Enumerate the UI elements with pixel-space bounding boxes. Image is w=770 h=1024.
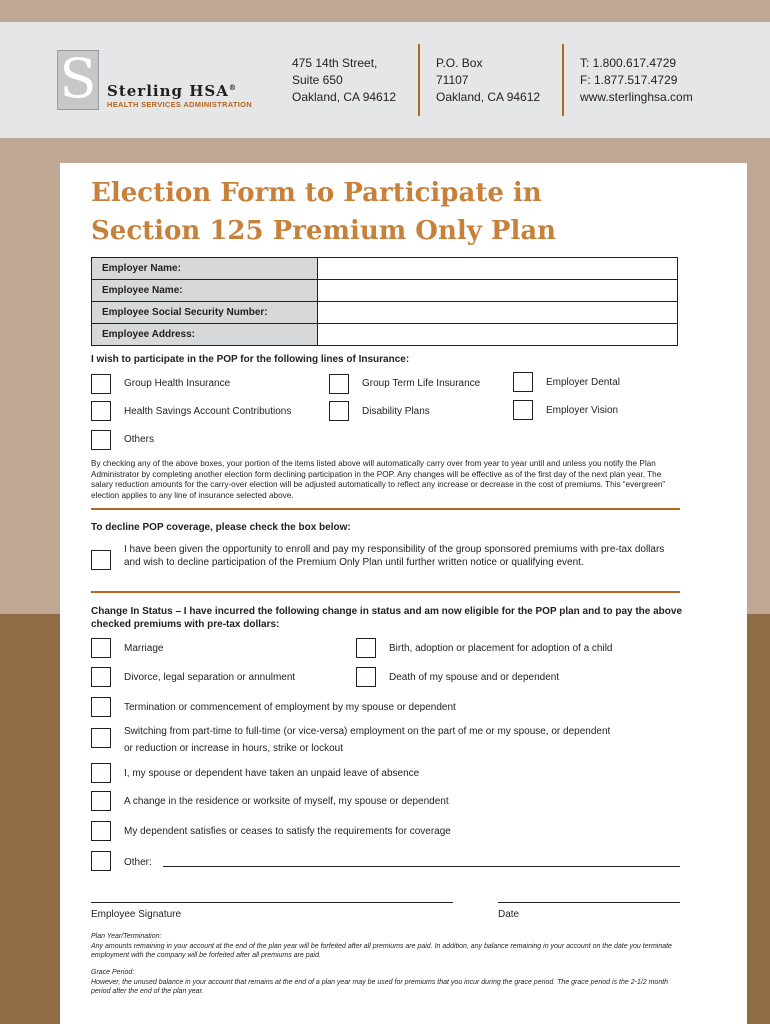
checkbox-label: Other: — [124, 857, 152, 868]
checkbox-label: Health Savings Account Contributions — [124, 406, 292, 417]
other-input-line[interactable] — [163, 866, 680, 867]
employee-info-table — [91, 257, 678, 346]
grace-period-note: Grace Period: However, the unused balance in your account that remains at the end of a plan year may be used for premiums that you incur during the grace period. The grace period is the 2-1/2 month period after the end of the plan year. — [91, 969, 669, 995]
brand-subtitle: HEALTH SERVICES ADMINISTRATION — [107, 100, 252, 109]
date-line[interactable] — [498, 902, 680, 903]
decline-text: I have been given the opportunity to enroll and pay my responsibility of the group sponsored premiums with pre-tax dollars and wish to decline participation of the Premium Only Plan until further written notice or qualifying event. — [124, 544, 665, 568]
dependent-eligibility-checkbox[interactable] — [91, 821, 111, 841]
hsa-contributions-checkbox[interactable] — [91, 401, 111, 421]
checkbox-label: Employer Dental — [546, 377, 620, 388]
copyright-footer: Copyright 2011 Sterling HSA • 06.11 — [305, 1006, 465, 1017]
disability-plans-checkbox[interactable] — [329, 401, 349, 421]
checkbox-label: Employer Vision — [546, 405, 619, 416]
form-title: Election Form to Participate in Section 125 Premium Only Plan — [91, 178, 557, 246]
section-divider — [91, 508, 680, 510]
other-checkbox[interactable] — [91, 851, 111, 871]
checkbox-label: Marriage — [124, 643, 164, 654]
date-label: Date — [498, 909, 520, 920]
section-divider — [91, 591, 680, 593]
po-box-column: P.O. Box 71107 Oakland, CA 94612 — [436, 56, 541, 104]
birth-adoption-checkbox[interactable] — [356, 638, 376, 658]
employer-name-field[interactable] — [318, 258, 678, 280]
checkbox-label: I, my spouse or dependent have taken an unpaid leave of absence — [124, 768, 420, 779]
signature-line[interactable] — [91, 902, 453, 903]
plan-year-note: Plan Year/Termination: Any amounts remaining in your account at the end of the plan year will be forfeited after all premiums are paid. In addition, any balance remaining in your account on the date you terminate employment with the company will be forfeited after all premiums are paid. — [91, 933, 672, 959]
part-time-full-time-checkbox[interactable] — [91, 728, 111, 748]
checkbox-label: Switching from part-time to full-time (or vice-versa) employment on the part of me or my spouse, or dependent — [124, 726, 611, 737]
checkbox-label-continued: or reduction or increase in hours, strike or lockout — [124, 743, 343, 754]
address-label: Employee Address: — [92, 324, 318, 346]
address-column: 475 14th Street, Suite 650 Oakland, CA 94612 — [292, 56, 397, 104]
brand-name: Sterling HSA® — [107, 82, 237, 100]
participate-heading: I wish to participate in the POP for the following lines of Insurance: — [91, 354, 410, 365]
checkbox-label: Group Health Insurance — [124, 378, 231, 389]
header-divider — [562, 44, 564, 116]
ssn-field[interactable] — [318, 302, 678, 324]
employment-change-checkbox[interactable] — [91, 697, 111, 717]
checkbox-label: Group Term Life Insurance — [362, 378, 481, 389]
checkbox-label: A change in the residence or worksite of myself, my spouse or dependent — [124, 796, 449, 807]
ssn-label: Employee Social Security Number: — [92, 302, 318, 324]
change-heading: Change In Status – I have incurred the following change in status and am now eligible for the POP plan and to pay the above checked premiums with pre-tax dollars: — [91, 606, 683, 630]
employer-name-label: Employer Name: — [92, 258, 318, 280]
checkbox-label: Others — [124, 434, 155, 445]
header-divider — [418, 44, 420, 116]
group-health-checkbox[interactable] — [91, 374, 111, 394]
residence-change-checkbox[interactable] — [91, 791, 111, 811]
checkbox-label: Divorce, legal separation or annulment — [124, 672, 296, 683]
decline-heading: To decline POP coverage, please check the box below: — [91, 522, 351, 533]
checkbox-label: Birth, adoption or placement for adoption of a child — [389, 643, 613, 654]
employer-vision-checkbox[interactable] — [513, 400, 533, 420]
checkbox-label: Disability Plans — [362, 406, 430, 417]
logo-letter: S — [59, 47, 97, 110]
marriage-checkbox[interactable] — [91, 638, 111, 658]
logo — [57, 47, 99, 110]
decline-checkbox[interactable] — [91, 550, 111, 570]
checkbox-label: My dependent satisfies or ceases to satisfy the requirements for coverage — [124, 826, 451, 837]
address-field[interactable] — [318, 324, 678, 346]
evergreen-note: By checking any of the above boxes, your portion of the items listed above will automatically carry over from year to year until and unless you notify the Plan Administrator by completing another election form declining participation in the POP. Any changes will be effective as of the first day of the next plan year. The salary reduction amounts for the carry-over election will be adjusted automatically to reflect any increase or decrease in the cost of premiums. This “evergreen” election applies to any line of insurance selected above. — [91, 459, 666, 500]
employee-name-label: Employee Name: — [92, 280, 318, 302]
contact-column: T: 1.800.617.4729 F: 1.877.517.4729 www.sterlinghsa.com — [580, 56, 693, 104]
death-checkbox[interactable] — [356, 667, 376, 687]
checkbox-label: Death of my spouse and or dependent — [389, 672, 560, 683]
unpaid-leave-checkbox[interactable] — [91, 763, 111, 783]
signature-label: Employee Signature — [91, 909, 182, 920]
checkbox-label: Termination or commencement of employment by my spouse or dependent — [124, 702, 456, 713]
others-checkbox[interactable] — [91, 430, 111, 450]
group-term-life-checkbox[interactable] — [329, 374, 349, 394]
employer-dental-checkbox[interactable] — [513, 372, 533, 392]
employee-name-field[interactable] — [318, 280, 678, 302]
divorce-checkbox[interactable] — [91, 667, 111, 687]
